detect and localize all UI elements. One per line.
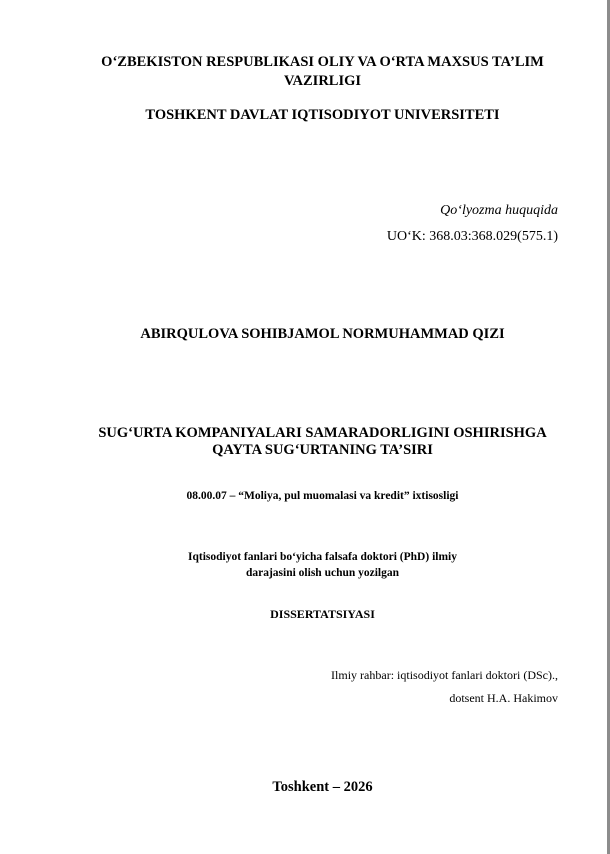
title-line-1: SUG‘URTA KOMPANIYALARI SAMARADORLIGINI OSHIRISHGA xyxy=(98,425,547,441)
manuscript-rights-note: Qo‘lyozma huquqida xyxy=(440,203,558,218)
ministry-line-1: O‘ZBEKISTON RESPUBLIKASI OLIY VA O‘RTA MAXSUS TA’LIM xyxy=(101,54,544,70)
ministry-line-2: VAZIRLIGI xyxy=(283,73,362,89)
ministry-heading xyxy=(0,53,610,91)
specialty-code: 08.00.07 – “Moliya, pul muomalasi va kredit” ixtisosligi xyxy=(186,490,459,502)
degree-statement xyxy=(0,549,610,581)
degree-line-2: darajasini olish uchun yozilgan xyxy=(245,567,400,579)
university-name: TOSHKENT DAVLAT IQTISODIYOT UNIVERSITETI xyxy=(145,107,500,123)
degree-line-1: Iqtisodiyot fanlari bo‘yicha falsafa doktori (PhD) ilmiy xyxy=(188,551,457,563)
author-name: ABIRQULOVA SOHIBJAMOL NORMUHAMMAD QIZI xyxy=(140,326,505,342)
supervisor-role: Ilmiy rahbar: iqtisodiyot fanlari doktori (DSc)., xyxy=(331,668,558,682)
city-year: Toshkent – 2026 xyxy=(272,779,373,795)
udk-code: UO‘K: 368.03:368.029(575.1) xyxy=(386,229,558,244)
dissertation-title xyxy=(0,425,610,459)
title-line-2: QAYTA SUG‘URTANING TA’SIRI xyxy=(212,442,433,458)
dissertation-label: DISSERTATSIYASI xyxy=(270,607,375,621)
supervisor-name: dotsent H.A. Hakimov xyxy=(449,691,558,705)
